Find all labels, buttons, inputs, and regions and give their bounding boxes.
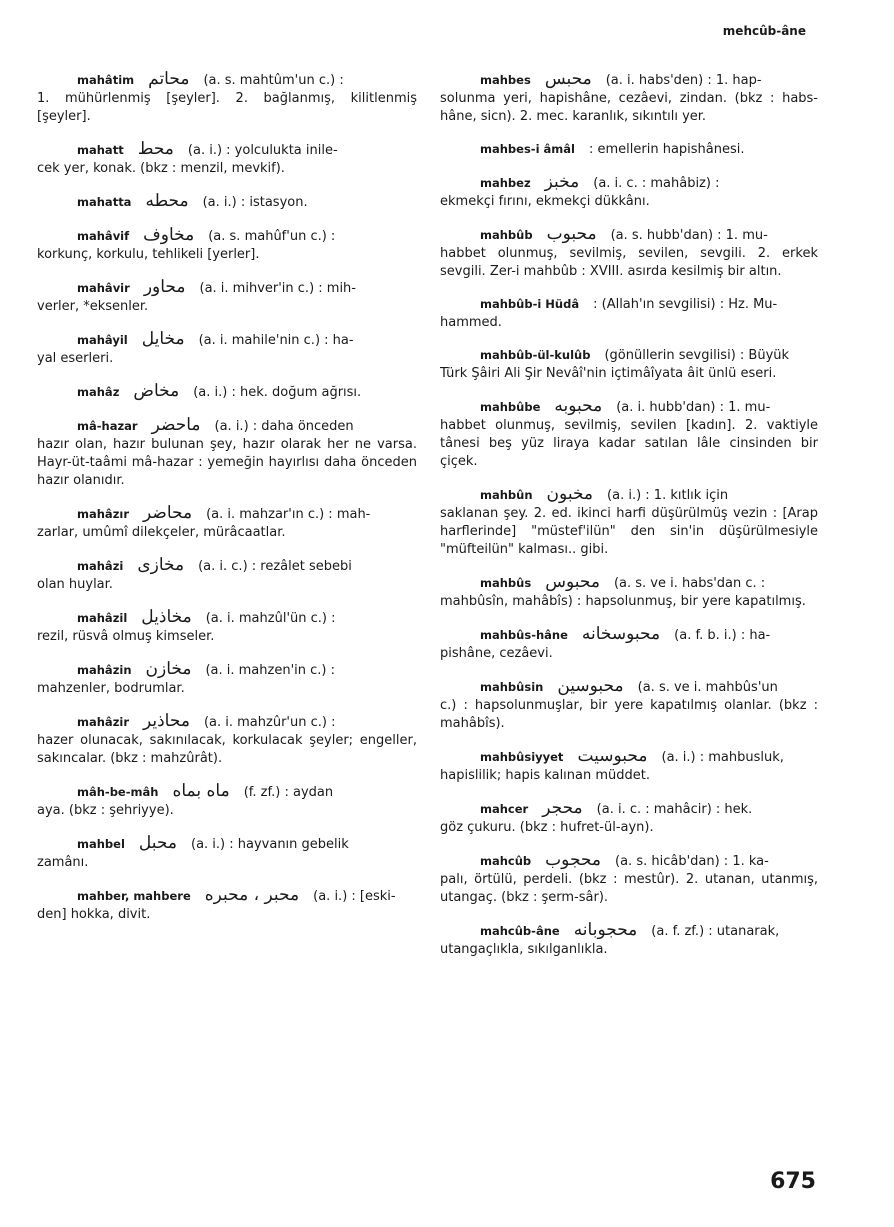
entry-definition-start: (a. s. ve i. mahbûs'un <box>637 680 778 695</box>
entry-headword: mahbûb-i Hüdâ <box>480 297 580 311</box>
entry-headword: mahcer <box>480 802 529 816</box>
dictionary-entry <box>440 573 818 611</box>
entry-arabic-script: محبر ، محبره <box>204 885 300 905</box>
entry-definition-rest: korkunç, korkulu, tehlikeli [yerler]. <box>37 247 260 262</box>
left-column <box>37 70 417 938</box>
entry-headword: mahcûb <box>480 854 532 868</box>
entry-headword: mahâzi <box>77 559 124 573</box>
dictionary-entry <box>37 278 417 316</box>
entry-definition-rest: habbet olunmuş, sevilmiş, sevilen [kadın]. 2. vaktiyle tânesi beş yüz liraya kadar satılan lâle cinsinden bir çiçek. <box>440 418 818 469</box>
entry-first-line <box>37 660 417 680</box>
entry-arabic-script: محاذیر <box>143 711 190 731</box>
entry-arabic-script: محبوس <box>545 572 600 592</box>
entry-arabic-script: ماه بماه <box>172 781 230 801</box>
entry-first-line <box>440 173 818 193</box>
entry-arabic-script: محجوب <box>545 850 602 870</box>
dictionary-entry <box>440 851 818 907</box>
dictionary-entry <box>37 226 417 264</box>
entry-definition-start: (a. i.) : hayvanın gebelik <box>191 837 349 852</box>
dictionary-entry <box>440 485 818 559</box>
entry-headword: mahâz <box>77 385 120 399</box>
entry-definition-rest: cek yer, konak. (bkz : menzil, mevkif). <box>37 161 285 176</box>
entry-arabic-script: محبوسيت <box>577 746 648 766</box>
dictionary-entry <box>440 625 818 663</box>
entry-first-line <box>37 330 417 350</box>
entry-first-line <box>440 225 818 245</box>
entry-first-line <box>37 416 417 436</box>
entry-headword: mahbûsiyyet <box>480 750 564 764</box>
entry-headword: mahâvif <box>77 229 130 243</box>
entry-arabic-script: مخاذیل <box>141 607 192 627</box>
dictionary-entry <box>440 747 818 785</box>
entry-arabic-script: ماحضر <box>151 415 201 435</box>
entry-definition-rest: aya. (bkz : şehriyye). <box>37 803 174 818</box>
dictionary-entry <box>37 192 417 212</box>
entry-definition-start: (a. i.) : daha önceden <box>214 419 354 434</box>
page-number: 675 <box>770 1169 816 1194</box>
entry-first-line <box>440 140 818 159</box>
entry-definition-start: (a. s. hubb'dan) : 1. mu- <box>610 228 768 243</box>
dictionary-entry <box>440 397 818 471</box>
entry-arabic-script: محاتم <box>148 69 190 89</box>
entry-headword: mahâvir <box>77 281 130 295</box>
entry-headword: mahbûsin <box>480 680 544 694</box>
dictionary-entry <box>37 330 417 368</box>
entry-first-line <box>37 192 417 212</box>
entry-first-line <box>440 573 818 593</box>
entry-first-line <box>37 140 417 160</box>
entry-headword: mahâzır <box>77 507 129 521</box>
entry-arabic-script: مخاض <box>133 381 180 401</box>
entry-headword: mahcûb-âne <box>480 924 560 938</box>
dictionary-entry <box>440 346 818 383</box>
entry-definition-rest: rezil, rüsvâ olmuş kimseler. <box>37 629 215 644</box>
entry-headword: mahâtim <box>77 73 135 87</box>
dictionary-entry <box>37 382 417 402</box>
entry-first-line <box>440 799 818 819</box>
entry-headword: mahbes <box>480 73 531 87</box>
dictionary-entry <box>37 782 417 820</box>
entry-headword: mahbûn <box>480 488 533 502</box>
entry-definition-start: (a. i. mahzûl'ün c.) : <box>205 611 336 626</box>
entry-definition-rest: olan huylar. <box>37 577 113 592</box>
entry-definition-rest: göz çukuru. (bkz : hufret-ül-ayn). <box>440 820 654 835</box>
entry-first-line <box>440 346 818 365</box>
entry-definition-rest: habbet olunmuş, sevilmiş, sevilen, sevgili. 2. erkek sevgili. Zer-i mahbûb : XVIII. asırda kesilmiş bir altın. <box>440 246 818 279</box>
entry-definition-rest: mahbûsîn, mahâbîs) : hapsolunmuş, bir yere kapatılmış. <box>440 594 806 609</box>
entry-headword: mahbûbe <box>480 400 541 414</box>
entry-headword: mahbûb <box>480 228 533 242</box>
entry-definition-start: (gönüllerin sevgilisi) : Büyük <box>604 348 790 363</box>
entry-definition-rest: saklanan şey. 2. ed. ikinci harfi düşürülmüş vezin : [Arap harflerinde] "müstef'ilün" den sin'in düşürülmesiyle "müfteilün" kalması.. gibi. <box>440 506 818 557</box>
entry-definition-rest: solunma yeri, hapishâne, cezâevi, zindan. (bkz : habs-hâne, sicn). 2. mec. karanlık, sıkıntılı yer. <box>440 91 818 124</box>
dictionary-entry <box>37 886 417 924</box>
entry-definition-start: (a. i.) : 1. kıtlık için <box>607 488 729 503</box>
entry-headword: mahbez <box>480 176 531 190</box>
entry-first-line <box>440 397 818 417</box>
entry-headword: mâh-be-mâh <box>77 785 159 799</box>
entry-arabic-script: مخايل <box>141 329 185 349</box>
dictionary-entry <box>37 712 417 768</box>
entry-first-line <box>440 677 818 697</box>
entry-headword: mahbûs <box>480 576 532 590</box>
entry-headword: mahbûb-ül-kulûb <box>480 348 591 362</box>
entry-arabic-script: محبوسين <box>557 676 624 696</box>
entry-definition-rest: yal eserleri. <box>37 351 114 366</box>
entry-first-line <box>37 504 417 524</box>
entry-headword: mahbûs-hâne <box>480 628 568 642</box>
entry-definition-rest: den] hokka, divit. <box>37 907 151 922</box>
entry-first-line <box>37 782 417 802</box>
entry-definition-rest: 1. mühürlenmiş [şeyler]. 2. bağlanmış, kilitlenmiş [şeyler]. <box>37 91 417 124</box>
entry-definition-rest: hapislilik; hapis kalınan müddet. <box>440 768 651 783</box>
entry-first-line <box>37 226 417 246</box>
entry-headword: mahatta <box>77 195 132 209</box>
entry-first-line <box>440 70 818 90</box>
entry-definition-rest: Türk Şâiri Ali Şir Nevâî'nin içtimâîyata âit ünlü eseri. <box>440 366 777 381</box>
entry-headword: mahber, mahbere <box>77 889 191 903</box>
entry-definition-rest: hammed. <box>440 315 502 330</box>
entry-definition-start: (a. i. mahzûr'un c.) : <box>203 715 336 730</box>
entry-definition-rest: hazer olunacak, sakınılacak, korkulacak şeyler; engeller, sakıncalar. (bkz : mahzûrât). <box>37 733 417 766</box>
dictionary-entry <box>37 834 417 872</box>
entry-arabic-script: محجوبانه <box>573 920 638 940</box>
entry-first-line <box>37 382 417 402</box>
entry-definition-start: (a. s. hicâb'dan) : 1. ka- <box>615 854 769 869</box>
entry-definition-start: (a. i. hubb'dan) : 1. mu- <box>616 400 771 415</box>
entry-first-line <box>37 608 417 628</box>
entry-arabic-script: مخازی <box>137 555 185 575</box>
right-column <box>440 70 818 973</box>
entry-definition-start: (a. i. mahile'nin c.) : ha- <box>198 333 354 348</box>
entry-headword: mahbes-i âmâl <box>480 142 575 156</box>
entry-first-line <box>440 295 818 314</box>
entry-definition-start: (a. s. mahûf'un c.) : <box>208 229 336 244</box>
entry-first-line <box>37 834 417 854</box>
entry-arabic-script: محط <box>137 139 174 159</box>
dictionary-entry <box>440 677 818 733</box>
entry-definition-start: (a. i. c. : mahâcir) : hek. <box>596 802 753 817</box>
entry-arabic-script: محبل <box>138 833 177 853</box>
entry-definition-rest: palı, örtülü, perdeli. (bkz : mestûr). 2. utanan, utanmış, utangaç. (bkz : şerm-sâr). <box>440 872 818 905</box>
dictionary-entry <box>37 608 417 646</box>
entry-definition-start: (a. i.) : hek. doğum ağrısı. <box>193 385 362 400</box>
entry-arabic-script: محبوب <box>546 224 597 244</box>
entry-headword: mahatt <box>77 143 124 157</box>
entry-definition-start: : emellerin hapishânesi. <box>588 142 745 157</box>
dictionary-entry <box>37 70 417 126</box>
entry-definition-start: (a. s. ve i. habs'dan c. : <box>613 576 766 591</box>
entry-definition-start: (a. i.) : istasyon. <box>202 195 308 210</box>
entry-definition-start: (f. zf.) : aydan <box>243 785 334 800</box>
entry-headword: mahâzir <box>77 715 129 729</box>
entry-first-line <box>37 712 417 732</box>
entry-arabic-script: مخازن <box>145 659 192 679</box>
entry-definition-start: (a. i.) : mahbusluk, <box>661 750 784 765</box>
dictionary-entry <box>440 140 818 159</box>
entry-definition-start: (a. i. mihver'in c.) : mih- <box>199 281 356 296</box>
entry-arabic-script: مخبون <box>546 484 594 504</box>
entry-headword: mahbel <box>77 837 125 851</box>
entry-first-line <box>440 851 818 871</box>
dictionary-entry <box>440 173 818 211</box>
entry-arabic-script: محبس <box>544 69 592 89</box>
entry-definition-rest: hazır olan, hazır bulunan şey, hazır olarak her ne varsa. Hayr-üt-taâmi mâ-hazar : yemeğin hayırlısı daha önceden hazır olanıdır. <box>37 437 417 488</box>
entry-first-line <box>37 556 417 576</box>
entry-definition-rest: c.) : hapsolunmuşlar, bir yere kapatılmış olanlar. (bkz : mahâbîs). <box>440 698 818 731</box>
running-head: mehcûb-âne <box>722 24 806 38</box>
entry-headword: mâ-hazar <box>77 419 138 433</box>
dictionary-entry <box>37 504 417 542</box>
entry-arabic-script: مخبز <box>544 172 580 192</box>
entry-headword: mahâzil <box>77 611 128 625</box>
entry-definition-rest: verler, *eksenler. <box>37 299 149 314</box>
entry-headword: mahâyil <box>77 333 128 347</box>
entry-definition-start: (a. i.) : [eski- <box>313 889 396 904</box>
entry-definition-start: (a. i. habs'den) : 1. hap- <box>605 73 762 88</box>
entry-definition-start: (a. i. mahzen'in c.) : <box>205 663 335 678</box>
entry-definition-rest: utangaçlıkla, sıkılganlıkla. <box>440 942 608 957</box>
entry-arabic-script: محطه <box>145 191 189 211</box>
entry-definition-rest: pishâne, cezâevi. <box>440 646 553 661</box>
entry-first-line <box>37 70 417 90</box>
entry-arabic-script: محاور <box>143 277 186 297</box>
entry-definition-rest: ekmekçi fırını, ekmekçi dükkânı. <box>440 194 650 209</box>
entry-arabic-script: محبوبه <box>554 396 603 416</box>
entry-first-line <box>440 747 818 767</box>
dictionary-entry <box>440 921 818 959</box>
dictionary-entry <box>440 799 818 837</box>
entry-first-line <box>37 886 417 906</box>
entry-first-line <box>440 625 818 645</box>
entry-headword: mahâzin <box>77 663 132 677</box>
dictionary-entry <box>37 416 417 490</box>
entry-definition-start: (a. f. b. i.) : ha- <box>674 628 771 643</box>
dictionary-entry <box>440 70 818 126</box>
dictionary-entry <box>37 556 417 594</box>
entry-definition-start: (a. i. c.) : rezâlet sebebi <box>198 559 352 574</box>
entry-definition-rest: zarlar, umûmî dilekçeler, mürâcaatlar. <box>37 525 286 540</box>
entry-definition-start: (a. i. mahzar'ın c.) : mah- <box>206 507 371 522</box>
entry-definition-start: (a. i.) : yolculukta inile- <box>187 143 338 158</box>
dictionary-entry <box>440 295 818 332</box>
entry-definition-start: (a. s. mahtûm'un c.) : <box>203 73 344 88</box>
entry-first-line <box>37 278 417 298</box>
entry-definition-rest: zamânı. <box>37 855 89 870</box>
entry-arabic-script: محاضر <box>143 503 193 523</box>
dictionary-entry <box>37 140 417 178</box>
entry-definition-start: (a. f. zf.) : utanarak, <box>651 924 780 939</box>
entry-arabic-script: مخاوف <box>143 225 195 245</box>
entry-definition-start: (a. i. c. : mahâbiz) : <box>593 176 720 191</box>
entry-first-line <box>440 485 818 505</box>
dictionary-entry <box>440 225 818 281</box>
entry-first-line <box>440 921 818 941</box>
entry-arabic-script: محجر <box>542 798 583 818</box>
entry-definition-start: : (Allah'ın sevgilisi) : Hz. Mu- <box>593 297 778 312</box>
entry-arabic-script: محبوسخانه <box>581 624 661 644</box>
entry-definition-rest: mahzenler, bodrumlar. <box>37 681 185 696</box>
dictionary-entry <box>37 660 417 698</box>
